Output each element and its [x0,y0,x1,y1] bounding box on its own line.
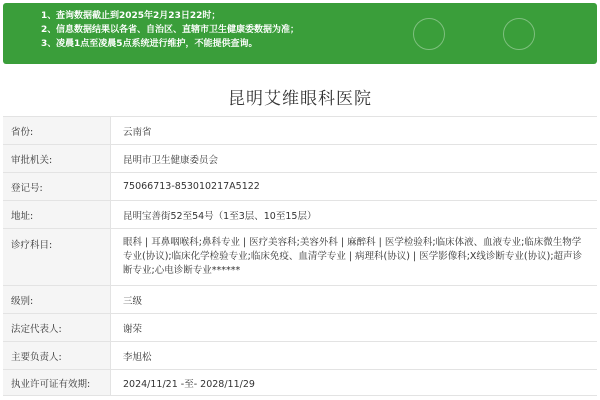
notice-number: 3、 [41,39,57,49]
row-value: 昆明宝善街52至54号（1至3层、10至15层） [123,210,317,222]
row-value: 75066713-853010217A5122 [123,181,260,192]
row-value: 三级 [123,295,143,307]
table-row-province [3,117,597,145]
notice-text: 查询数据截止到2025年2月23日22时； [56,11,221,21]
notice-text: 信息数据结果以各省、自治区、直辖市卫生健康委数据为准； [56,25,300,35]
table-row-principal [3,342,597,370]
table-row-address [3,201,597,229]
table-row-departments [3,229,597,286]
row-label: 地址: [3,201,111,228]
row-label: 省份: [3,117,111,144]
notice-text: 凌晨1点至凌晨5点系统进行维护，不能提供查询。 [56,39,258,49]
notice-banner [3,3,597,64]
row-label: 审批机关: [3,145,111,172]
row-value: 李旭松 [123,351,152,363]
table-row-approval-authority [3,145,597,173]
row-value: 谢荣 [123,323,143,335]
row-label: 诊疗科目: [3,229,111,285]
notice-number: 2、 [41,25,57,35]
row-value: 昆明市卫生健康委员会 [123,154,219,166]
row-label: 执业许可证有效期: [3,370,111,395]
row-value: 云南省 [123,126,152,138]
row-value: 2024/11/21 -至- 2028/11/29 [123,378,255,390]
notice-number: 1、 [41,11,57,21]
watermark-icon [413,18,445,50]
row-label: 级别: [3,286,111,313]
row-label: 主要负责人: [3,342,111,369]
hospital-name: 昆明艾维眼科医院 [228,89,372,109]
row-label: 登记号: [3,173,111,200]
table-row-legal-representative [3,314,597,342]
watermark-icon [503,18,535,50]
table-row-level [3,286,597,314]
info-table [3,116,597,396]
table-row-license-validity [3,370,597,396]
row-value: 眼科 | 耳鼻咽喉科;鼻科专业 | 医疗美容科;美容外科 | 麻醉科 | 医学检验科;临床体液、血液专业;临床微生物学专业(协议);临床化学检验专业;临床免疫、血清学专业 | 病理科(协议) | 医学影像科;X线诊断专业(协议);超声诊断专业;心电诊断专业****** [123,237,583,276]
table-row-registration-number [3,173,597,201]
row-label: 法定代表人: [3,314,111,341]
